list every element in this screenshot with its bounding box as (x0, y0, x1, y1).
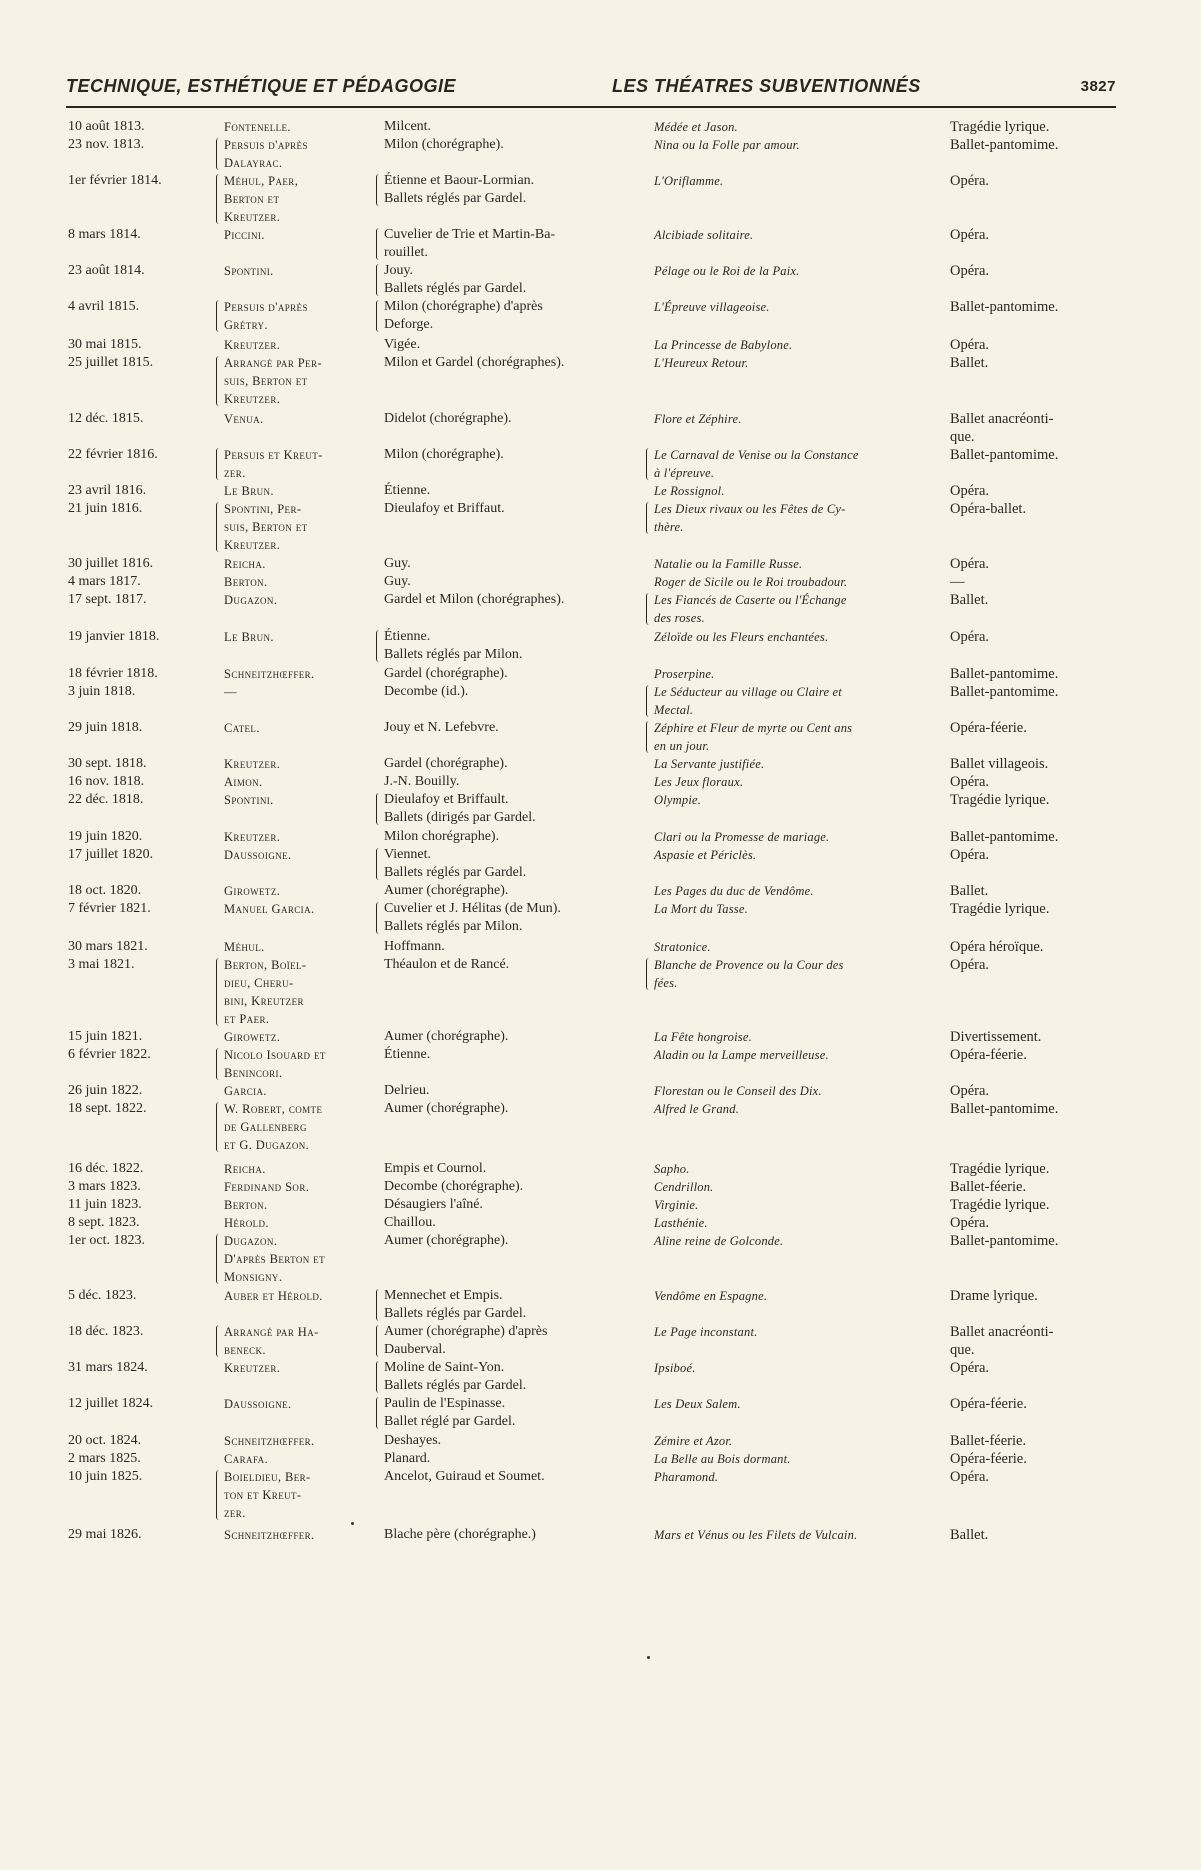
entry-composer: Kreutzer. (224, 1361, 281, 1375)
entry-title: Olympie. (654, 793, 702, 807)
entry-date: 19 janvier 1818. (68, 629, 160, 644)
brace-mark (216, 448, 222, 480)
entry-genre: Ballet. (950, 883, 989, 899)
entry-genre: Opéra-féerie. (950, 1047, 1027, 1063)
entry-date: 20 oct. 1824. (68, 1433, 142, 1448)
entry-date: 8 mars 1814. (68, 227, 141, 242)
entry-genre: Tragédie lyrique. (950, 901, 1050, 917)
brace-mark (376, 630, 382, 662)
entry-composer: Méhul. (224, 940, 265, 954)
entry-composer: Spontini. (224, 793, 274, 807)
entry-composer: Daussoigne. (224, 848, 292, 862)
entry-date: 22 déc. 1818. (68, 792, 144, 807)
brace-mark (646, 958, 652, 990)
entry-genre: Opéra. (950, 1469, 990, 1485)
entry-authors: Didelot (chorégraphe). (384, 411, 512, 426)
entry-authors: Aumer (chorégraphe) d'après Dauberval. (384, 1324, 548, 1357)
entry-composer: Kreutzer. (224, 830, 281, 844)
entry-title: Pélage ou le Roi de la Paix. (654, 264, 800, 278)
brace-mark (376, 848, 382, 880)
entry-title: Le Rossignol. (654, 484, 725, 498)
entry-date: 15 juin 1821. (68, 1029, 143, 1044)
entry-date: 12 juillet 1824. (68, 1396, 154, 1411)
entry-genre: Ballet-pantomime. (950, 1101, 1059, 1117)
entry-genre: Ballet. (950, 355, 989, 371)
entry-composer: Catel. (224, 721, 260, 735)
entry-date: 17 sept. 1817. (68, 592, 147, 607)
entry-genre: Opéra. (950, 1083, 990, 1099)
entry-date: 23 août 1814. (68, 263, 145, 278)
entry-authors: Dieulafoy et Briffault. Ballets (dirigés par Gardel. (384, 792, 536, 825)
entry-composer: Persuis et Kreut- zer. (224, 448, 323, 480)
entry-date: 23 avril 1816. (68, 483, 147, 498)
entry-genre: Opéra. (950, 847, 990, 863)
entry-authors: Aumer (chorégraphe). (384, 883, 509, 898)
entry-composer: — (224, 685, 237, 699)
brace-mark (376, 174, 382, 206)
brace-mark (216, 1234, 222, 1284)
entry-title: Le Séducteur au village ou Claire et Mectal. (654, 685, 842, 717)
entry-genre: Ballet anacréonti- que. (950, 1324, 1054, 1358)
entry-date: 17 juillet 1820. (68, 847, 154, 862)
brace-mark (376, 1289, 382, 1321)
entry-genre: Ballet-pantomime. (950, 829, 1059, 845)
brace-mark (376, 902, 382, 934)
entry-date: 10 août 1813. (68, 119, 145, 134)
entry-title: Les Deux Salem. (654, 1397, 741, 1411)
entry-composer: Schneitzhœffer. (224, 1434, 315, 1448)
entry-composer: Nicolo Isouard et Benincori. (224, 1048, 326, 1080)
entry-composer: Persuis d'après Grétry. (224, 300, 308, 332)
entry-genre: Ballet-pantomime. (950, 666, 1059, 682)
entry-authors: Cuvelier et J. Hélitas (de Mun). Ballets réglés par Milon. (384, 901, 561, 934)
entry-composer: Arrangé par Ha- beneck. (224, 1325, 319, 1357)
entry-genre: Opéra-féerie. (950, 1396, 1027, 1412)
entry-title: Les Jeux floraux. (654, 775, 744, 789)
entry-authors: J.-N. Bouilly. (384, 774, 460, 789)
entry-date: 4 avril 1815. (68, 299, 140, 314)
entry-authors: Ancelot, Guiraud et Soumet. (384, 1469, 545, 1484)
entry-authors: Gardel (chorégraphe). (384, 756, 508, 771)
entry-genre: Opéra. (950, 774, 990, 790)
entry-composer: Piccini. (224, 228, 265, 242)
entry-genre: Opéra. (950, 227, 990, 243)
entry-authors: Milon et Gardel (chorégraphes). (384, 355, 565, 370)
entry-title: La Belle au Bois dormant. (654, 1452, 791, 1466)
entry-genre: Ballet-pantomime. (950, 137, 1059, 153)
entry-authors: Jouy. Ballets réglés par Gardel. (384, 263, 527, 296)
entry-genre: Opéra. (950, 263, 990, 279)
entry-title: Zéloïde ou les Fleurs enchantées. (654, 630, 829, 644)
entry-date: 18 sept. 1822. (68, 1101, 147, 1116)
entry-title: Aspasie et Périclès. (654, 848, 757, 862)
entry-genre: Opéra. (950, 1360, 990, 1376)
entry-genre: Ballet-féerie. (950, 1433, 1027, 1449)
header-right-title: LES THÉATRES SUBVENTIONNÉS (612, 76, 921, 96)
entry-genre: Tragédie lyrique. (950, 1197, 1050, 1213)
entry-authors: Chaillou. (384, 1215, 436, 1230)
entry-composer: Girowetz. (224, 1030, 281, 1044)
entry-date: 16 déc. 1822. (68, 1161, 144, 1176)
entry-date: 8 sept. 1823. (68, 1215, 140, 1230)
entry-date: 12 déc. 1815. (68, 411, 144, 426)
entry-composer: Carafa. (224, 1452, 269, 1466)
entry-composer: Girowetz. (224, 884, 281, 898)
entry-date: 31 mars 1824. (68, 1360, 148, 1375)
entry-title: Sapho. (654, 1162, 690, 1176)
entry-authors: Dieulafoy et Briffaut. (384, 501, 505, 516)
entry-composer: Manuel Garcia. (224, 902, 315, 916)
entry-date: 18 déc. 1823. (68, 1324, 144, 1339)
entry-date: 3 juin 1818. (68, 684, 136, 699)
entry-title: Les Pages du duc de Vendôme. (654, 884, 814, 898)
entry-genre: Opéra héroïque. (950, 939, 1044, 955)
entry-title: Pharamond. (654, 1470, 719, 1484)
entry-date: 18 oct. 1820. (68, 883, 142, 898)
entry-genre: Divertissement. (950, 1029, 1042, 1045)
entry-date: 29 mai 1826. (68, 1527, 142, 1542)
entry-authors: Milon (chorégraphe) d'après Deforge. (384, 299, 543, 332)
entry-composer: Méhul, Paer, Berton et Kreutzer. (224, 174, 299, 224)
brace-mark (216, 1048, 222, 1080)
entry-genre: Opéra. (950, 629, 990, 645)
entry-genre: Tragédie lyrique. (950, 1161, 1050, 1177)
brace-mark (376, 300, 382, 332)
entry-genre: Opéra-féerie. (950, 720, 1027, 736)
brace-mark (216, 1325, 222, 1357)
entry-title: La Servante justifiée. (654, 757, 765, 771)
entry-date: 3 mars 1823. (68, 1179, 141, 1194)
entry-title: Blanche de Provence ou la Cour des fées. (654, 958, 844, 990)
entry-title: Le Page inconstant. (654, 1325, 758, 1339)
entry-title: Florestan ou le Conseil des Dix. (654, 1084, 822, 1098)
entry-title: Aline reine de Golconde. (654, 1234, 784, 1248)
entry-authors: Guy. (384, 556, 411, 571)
entry-title: Lasthénie. (654, 1216, 708, 1230)
entry-title: Stratonice. (654, 940, 711, 954)
entry-title: L'Heureux Retour. (654, 356, 749, 370)
entry-date: 1er février 1814. (68, 173, 162, 188)
entry-date: 30 mai 1815. (68, 337, 142, 352)
entry-title: L'Épreuve villageoise. (654, 300, 770, 314)
brace-mark (216, 356, 222, 406)
entry-authors: Théaulon et de Rancé. (384, 957, 510, 972)
entry-authors: Milon (chorégraphe). (384, 447, 504, 462)
entry-authors: Gardel (chorégraphe). (384, 666, 508, 681)
entry-title: La Mort du Tasse. (654, 902, 748, 916)
entry-date: 21 juin 1816. (68, 501, 143, 516)
entry-authors: Delrieu. (384, 1083, 430, 1098)
entry-title: La Fête hongroise. (654, 1030, 752, 1044)
entry-genre: Ballet-féerie. (950, 1179, 1027, 1195)
brace-mark (646, 448, 652, 480)
print-speck (351, 1522, 354, 1525)
entry-date: 30 mars 1821. (68, 939, 148, 954)
entry-composer: Fontenelle. (224, 120, 291, 134)
entry-date: 4 mars 1817. (68, 574, 141, 589)
entry-title: Natalie ou la Famille Russe. (654, 557, 803, 571)
entry-genre: Opéra. (950, 957, 990, 973)
brace-mark (216, 138, 222, 170)
entry-date: 18 février 1818. (68, 666, 158, 681)
entry-genre: Ballet. (950, 1527, 989, 1543)
entry-date: 23 nov. 1813. (68, 137, 145, 152)
brace-mark (646, 502, 652, 534)
entry-title: Zémire et Azor. (654, 1434, 733, 1448)
entry-date: 3 mai 1821. (68, 957, 135, 972)
entry-genre: Opéra. (950, 483, 990, 499)
entry-genre: Opéra-ballet. (950, 501, 1027, 517)
entry-authors: Empis et Cournol. (384, 1161, 487, 1176)
entry-genre: Ballet-pantomime. (950, 684, 1059, 700)
entry-authors: Blache père (chorégraphe.) (384, 1527, 536, 1542)
entry-composer: Ferdinand Sor. (224, 1180, 310, 1194)
entry-title: L'Oriflamme. (654, 174, 724, 188)
entry-composer: Berton. (224, 575, 268, 589)
entry-title: Le Carnaval de Venise ou la Constance à l'épreuve. (654, 448, 859, 480)
entry-date: 2 mars 1825. (68, 1451, 141, 1466)
brace-mark (376, 228, 382, 260)
entry-composer: W. Robert, comte de Gallenberg et G. Dugazon. (224, 1102, 323, 1152)
entry-title: Médée et Jason. (654, 120, 738, 134)
entry-title: Aladin ou la Lampe merveilleuse. (654, 1048, 829, 1062)
entry-composer: Le Brun. (224, 484, 274, 498)
entry-date: 26 juin 1822. (68, 1083, 143, 1098)
entry-genre: — (950, 574, 965, 590)
entry-title: Ipsiboé. (654, 1361, 696, 1375)
brace-mark (646, 685, 652, 717)
brace-mark (376, 1361, 382, 1393)
entry-composer: Persuis d'après Dalayrac. (224, 138, 308, 170)
entry-genre: Drame lyrique. (950, 1288, 1038, 1304)
entry-authors: Milon chorégraphe). (384, 829, 500, 844)
entry-authors: Gardel et Milon (chorégraphes). (384, 592, 565, 607)
entry-title: Clari ou la Promesse de mariage. (654, 830, 830, 844)
entry-authors: Aumer (chorégraphe). (384, 1233, 509, 1248)
entry-title: Alcibiade solitaire. (654, 228, 754, 242)
entry-authors: Aumer (chorégraphe). (384, 1101, 509, 1116)
brace-mark (216, 1470, 222, 1520)
entry-date: 25 juillet 1815. (68, 355, 154, 370)
entry-authors: Vigée. (384, 337, 421, 352)
entry-composer: Aimon. (224, 775, 263, 789)
entry-composer: Dugazon. D'après Berton et Monsigny. (224, 1234, 325, 1284)
entry-composer: Boieldieu, Ber- ton et Kreut- zer. (224, 1470, 311, 1520)
brace-mark (216, 300, 222, 332)
entry-title: Roger de Sicile ou le Roi troubadour. (654, 575, 848, 589)
entry-composer: Auber et Hérold. (224, 1289, 323, 1303)
entry-genre: Ballet-pantomime. (950, 447, 1059, 463)
entry-authors: Milon (chorégraphe). (384, 137, 504, 152)
entry-title: Nina ou la Folle par amour. (654, 138, 800, 152)
entry-date: 16 nov. 1818. (68, 774, 145, 789)
entry-genre: Ballet anacréonti- que. (950, 411, 1054, 445)
entry-authors: Deshayes. (384, 1433, 442, 1448)
entry-title: Proserpine. (654, 667, 715, 681)
brace-mark (376, 264, 382, 296)
entry-composer: Garcia. (224, 1084, 267, 1098)
brace-mark (376, 1397, 382, 1429)
entry-genre: Opéra-féerie. (950, 1451, 1027, 1467)
entry-title: Zéphire et Fleur de myrte ou Cent ans en un jour. (654, 721, 853, 753)
entry-composer: Spontini. (224, 264, 274, 278)
entry-composer: Berton, Boïel- dieu, Cheru- bini, Kreutzer et Paer. (224, 958, 307, 1026)
entry-composer: Kreutzer. (224, 338, 281, 352)
entry-date: 5 déc. 1823. (68, 1288, 137, 1303)
entry-authors: Étienne et Baour-Lormian. Ballets réglés par Gardel. (384, 173, 535, 206)
brace-mark (216, 502, 222, 552)
entry-date: 19 juin 1820. (68, 829, 143, 844)
entry-authors: Désaugiers l'aîné. (384, 1197, 483, 1212)
entry-genre: Opéra. (950, 556, 990, 572)
entry-title: Flore et Zéphire. (654, 412, 742, 426)
entry-date: 30 sept. 1818. (68, 756, 147, 771)
entry-composer: Hérold. (224, 1216, 269, 1230)
entry-date: 11 juin 1823. (68, 1197, 142, 1212)
brace-mark (216, 1102, 222, 1152)
entry-title: Les Dieux rivaux ou les Fêtes de Cy- thère. (654, 502, 846, 534)
entry-composer: Daussoigne. (224, 1397, 292, 1411)
entry-date: 30 juillet 1816. (68, 556, 154, 571)
entry-genre: Ballet villageois. (950, 756, 1049, 772)
entry-authors: Moline de Saint-Yon. Ballets réglés par Gardel. (384, 1360, 527, 1393)
entry-authors: Hoffmann. (384, 939, 445, 954)
entry-authors: Cuvelier de Trie et Martin-Ba- rouillet. (384, 227, 556, 260)
entry-title: Les Fiancés de Caserte ou l'Échange des roses. (654, 593, 847, 625)
entry-title: Vendôme en Espagne. (654, 1289, 768, 1303)
entry-genre: Opéra. (950, 173, 990, 189)
entry-title: Mars et Vénus ou les Filets de Vulcain. (654, 1528, 858, 1542)
page-number: 3827 (1080, 78, 1116, 95)
brace-mark (216, 958, 222, 1026)
entry-genre: Tragédie lyrique. (950, 119, 1050, 135)
entry-date: 10 juin 1825. (68, 1469, 143, 1484)
entry-genre: Ballet-pantomime. (950, 299, 1059, 315)
print-speck (647, 1656, 650, 1659)
entry-composer: Dugazon. (224, 593, 278, 607)
brace-mark (646, 593, 652, 625)
entry-authors: Decombe (id.). (384, 684, 469, 699)
entry-genre: Ballet. (950, 592, 989, 608)
entry-authors: Decombe (chorégraphe). (384, 1179, 524, 1194)
entry-authors: Étienne. (384, 483, 431, 498)
brace-mark (216, 174, 222, 224)
entry-composer: Schneitzhœffer. (224, 1528, 315, 1542)
brace-mark (646, 721, 652, 753)
entry-date: 22 février 1816. (68, 447, 158, 462)
entry-composer: Venua. (224, 412, 264, 426)
header-left-title: TECHNIQUE, ESTHÉTIQUE ET PÉDAGOGIE (66, 76, 457, 96)
entry-authors: Guy. (384, 574, 411, 589)
entry-authors: Paulin de l'Espinasse. Ballet réglé par Gardel. (384, 1396, 516, 1429)
entry-title: Cendrillon. (654, 1180, 714, 1194)
entry-date: 7 février 1821. (68, 901, 151, 916)
entry-authors: Jouy et N. Lefebvre. (384, 720, 499, 735)
entry-title: Alfred le Grand. (654, 1102, 740, 1116)
entry-genre: Opéra. (950, 337, 990, 353)
entry-title: Virginie. (654, 1198, 699, 1212)
entry-authors: Étienne. (384, 1047, 431, 1062)
entry-authors: Viennet. Ballets réglés par Gardel. (384, 847, 527, 880)
entry-authors: Aumer (chorégraphe). (384, 1029, 509, 1044)
entry-composer: Le Brun. (224, 630, 274, 644)
entry-genre: Opéra. (950, 1215, 990, 1231)
entry-composer: Reicha. (224, 557, 266, 571)
entry-composer: Reicha. (224, 1162, 266, 1176)
entry-composer: Berton. (224, 1198, 268, 1212)
entry-date: 1er oct. 1823. (68, 1233, 145, 1248)
entry-title: La Princesse de Babylone. (654, 338, 793, 352)
entry-composer: Spontini, Per- suis, Berton et Kreutzer. (224, 502, 308, 552)
brace-mark (376, 1325, 382, 1357)
entry-authors: Milcent. (384, 119, 432, 134)
entry-genre: Ballet-pantomime. (950, 1233, 1059, 1249)
entry-date: 29 juin 1818. (68, 720, 143, 735)
entry-genre: Tragédie lyrique. (950, 792, 1050, 808)
entry-authors: Mennechet et Empis. Ballets réglés par Gardel. (384, 1288, 527, 1321)
entry-authors: Étienne. Ballets réglés par Milon. (384, 629, 523, 662)
entry-authors: Planard. (384, 1451, 431, 1466)
entry-date: 6 février 1822. (68, 1047, 151, 1062)
entry-composer: Kreutzer. (224, 757, 281, 771)
entry-composer: Arrangé par Per- suis, Berton et Kreutzer. (224, 356, 322, 406)
brace-mark (376, 793, 382, 825)
entry-composer: Schneitzhœffer. (224, 667, 315, 681)
